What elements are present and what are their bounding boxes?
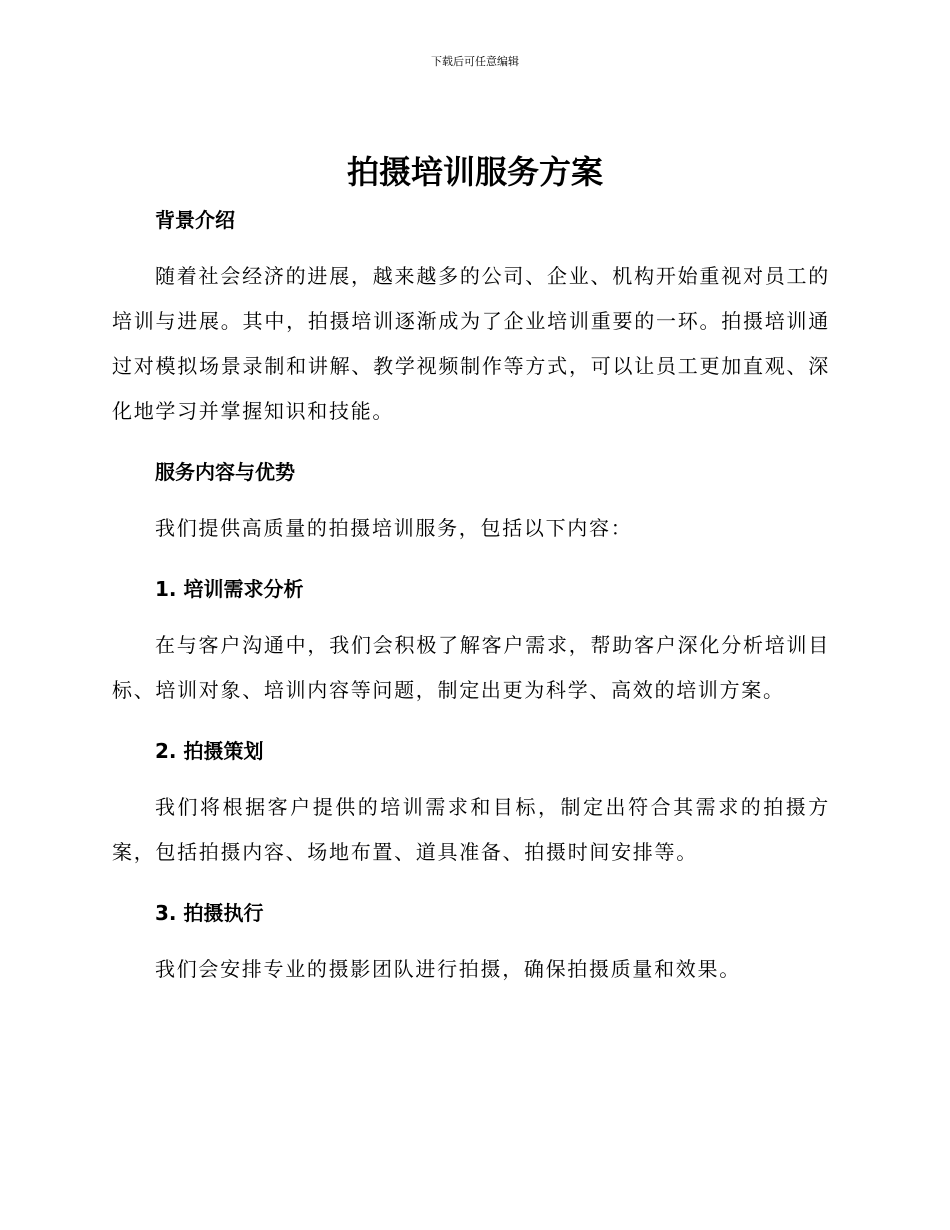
item-heading-shoot-planning: 2. 拍摄策划 [155, 739, 264, 763]
shoot-execution-paragraph: 我们会安排专业的摄影团队进行拍摄，确保拍摄质量和效果。 [155, 957, 741, 981]
document-body [112, 200, 830, 992]
section-heading-background: 背景介绍 [155, 208, 235, 232]
shoot-planning-paragraph: 我们将根据客户提供的培训需求和目标，制定出符合其需求的拍摄方案，包括拍摄内容、场地布置、道具准备、拍摄时间安排等。 [112, 795, 830, 864]
page-header-note: 下载后可任意编辑 [431, 55, 519, 68]
item-heading-shoot-execution: 3. 拍摄执行 [155, 901, 264, 925]
background-paragraph: 随着社会经济的进展，越来越多的公司、企业、机构开始重视对员工的培训与进展。其中，拍摄培训逐渐成为了企业培训重要的一环。拍摄培训通过对模拟场景录制和讲解、教学视频制作等方式，可以让员工更加直观、深化地学习并掌握知识和技能。 [112, 264, 830, 423]
section-heading-services: 服务内容与优势 [155, 460, 295, 484]
document-title: 拍摄培训服务方案 [346, 153, 603, 191]
services-intro-paragraph: 我们提供高质量的拍摄培训服务，包括以下内容： [155, 516, 633, 540]
item-heading-needs-analysis: 1. 培训需求分析 [155, 577, 304, 601]
needs-analysis-paragraph: 在与客户沟通中，我们会积极了解客户需求，帮助客户深化分析培训目标、培训对象、培训内容等问题，制定出更为科学、高效的培训方案。 [112, 633, 830, 702]
